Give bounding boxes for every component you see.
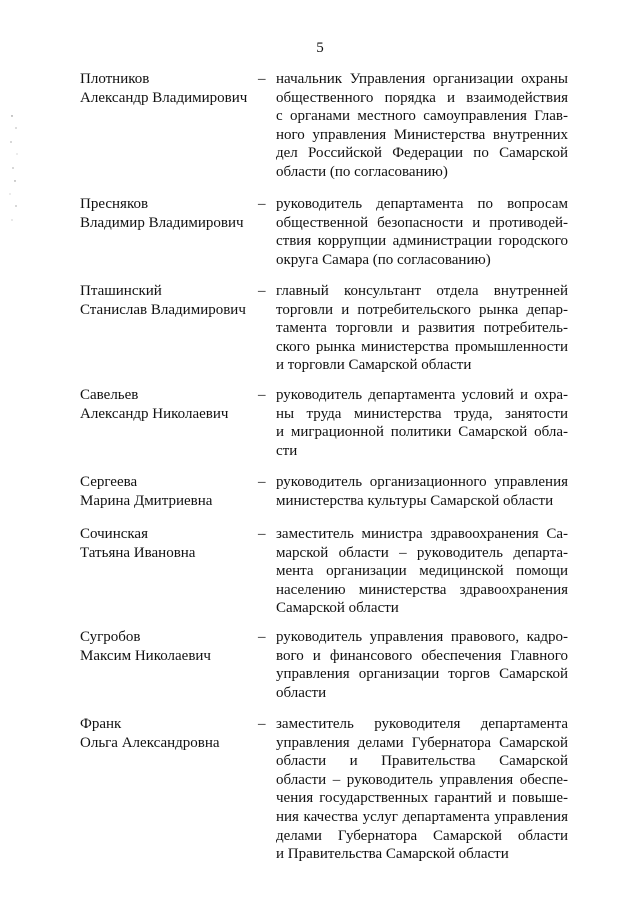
position-line: области (по согласованию) [276,163,448,180]
member-given-names: Максим Николаевич [80,647,211,664]
member-name [80,386,260,423]
position-line: вого и финансового обеспечения Главного [276,647,568,664]
member-given-names: Марина Дмитриевна [80,492,213,509]
member-given-names: Владимир Владимирович [80,214,244,231]
member-position [276,628,568,702]
separator-dash: – [258,716,266,732]
position-line: ния качества услуг департамента управления [276,808,568,825]
member-position [276,525,568,618]
member-position [276,715,568,864]
position-line: сти [276,442,298,459]
position-line: главный консультант отдела внутренней [276,283,568,299]
member-position [276,70,568,182]
position-line: руководитель департамента по вопросам [276,196,568,212]
member-surname: Савельев [80,387,139,403]
position-line: начальник Управления организации охраны [276,71,568,87]
position-line: чения государственных гарантий и повыше- [276,790,568,807]
position-line: и торговли Самарской области [276,357,472,374]
position-line: области – руководитель управления обеспе- [276,771,568,788]
member-name [80,282,260,319]
member-surname: Франк [80,716,122,732]
page-number: 5 [316,40,324,56]
position-line: заместитель министра здравоохранения Са- [276,526,568,542]
position-line: руководитель организационного управления [276,474,568,490]
member-given-names: Татьяна Ивановна [80,544,196,561]
position-line: тамента торговли и развития потребитель- [276,320,568,337]
position-line: марской области – руководитель департа- [276,544,568,561]
member-name [80,628,260,665]
position-line: округа Самара (по согласованию) [276,251,491,268]
position-line: области [276,684,327,701]
position-line: с органами местного самоуправления Глав- [276,108,568,125]
position-line: руководитель управления правового, кадро- [276,629,568,645]
member-position [276,473,568,510]
position-line: делами Губернатора Самарской области [276,827,568,844]
member-given-names: Ольга Александровна [80,734,220,751]
position-line: и Правительства Самарской области [276,846,509,863]
member-given-names: Александр Николаевич [80,405,229,422]
position-line: ствия коррупции администрации городского [276,233,568,250]
position-line: министерства культуры Самарской области [276,492,554,509]
member-name [80,195,260,232]
member-name [80,70,260,107]
member-name [80,525,260,562]
position-line: области и Правительства Самарской [276,753,568,770]
separator-dash: – [258,387,266,403]
separator-dash: – [258,283,266,299]
position-line: Самарской области [276,600,399,617]
member-given-names: Станислав Владимирович [80,301,246,318]
member-position [276,282,568,375]
position-line: управления организации торгов Самарской [276,666,568,683]
position-line: торговли и потребительского рынка депар- [276,301,568,318]
position-line: общественного порядка и взаимодействия [276,89,568,106]
separator-dash: – [258,196,266,212]
position-line: ского рынка министерства промышленности [276,338,568,355]
member-surname: Плотников [80,71,150,87]
member-surname: Сочинская [80,526,148,542]
position-line: населению министерства здравоохранения [276,581,568,598]
member-position [276,386,568,460]
position-line: ного управления Министерства внутренних [276,126,568,143]
position-line: дел Российской Федерации по Самарской [276,145,568,162]
position-line: заместитель руководителя департамента [276,716,568,732]
member-surname: Сергеева [80,474,138,490]
position-line: мента организации медицинской помощи [276,563,568,580]
separator-dash: – [258,71,266,87]
position-line: и миграционной политики Самарской обла- [276,424,568,441]
member-name [80,715,260,752]
member-surname: Пташинский [80,283,162,299]
member-name [80,473,260,510]
member-surname: Сугробов [80,629,141,645]
position-line: ны труда министерства труда, занятости [276,405,568,422]
separator-dash: – [258,526,266,542]
position-line: управления делами Губернатора Самарской [276,734,568,751]
member-given-names: Александр Владимирович [80,89,248,106]
separator-dash: – [258,629,266,645]
separator-dash: – [258,474,266,490]
member-position [276,195,568,269]
member-surname: Пресняков [80,196,149,212]
position-line: руководитель департамента условий и охра- [276,387,568,403]
scan-margin-marks [4,110,24,230]
position-line: общественной безопасности и противодей- [276,214,568,231]
